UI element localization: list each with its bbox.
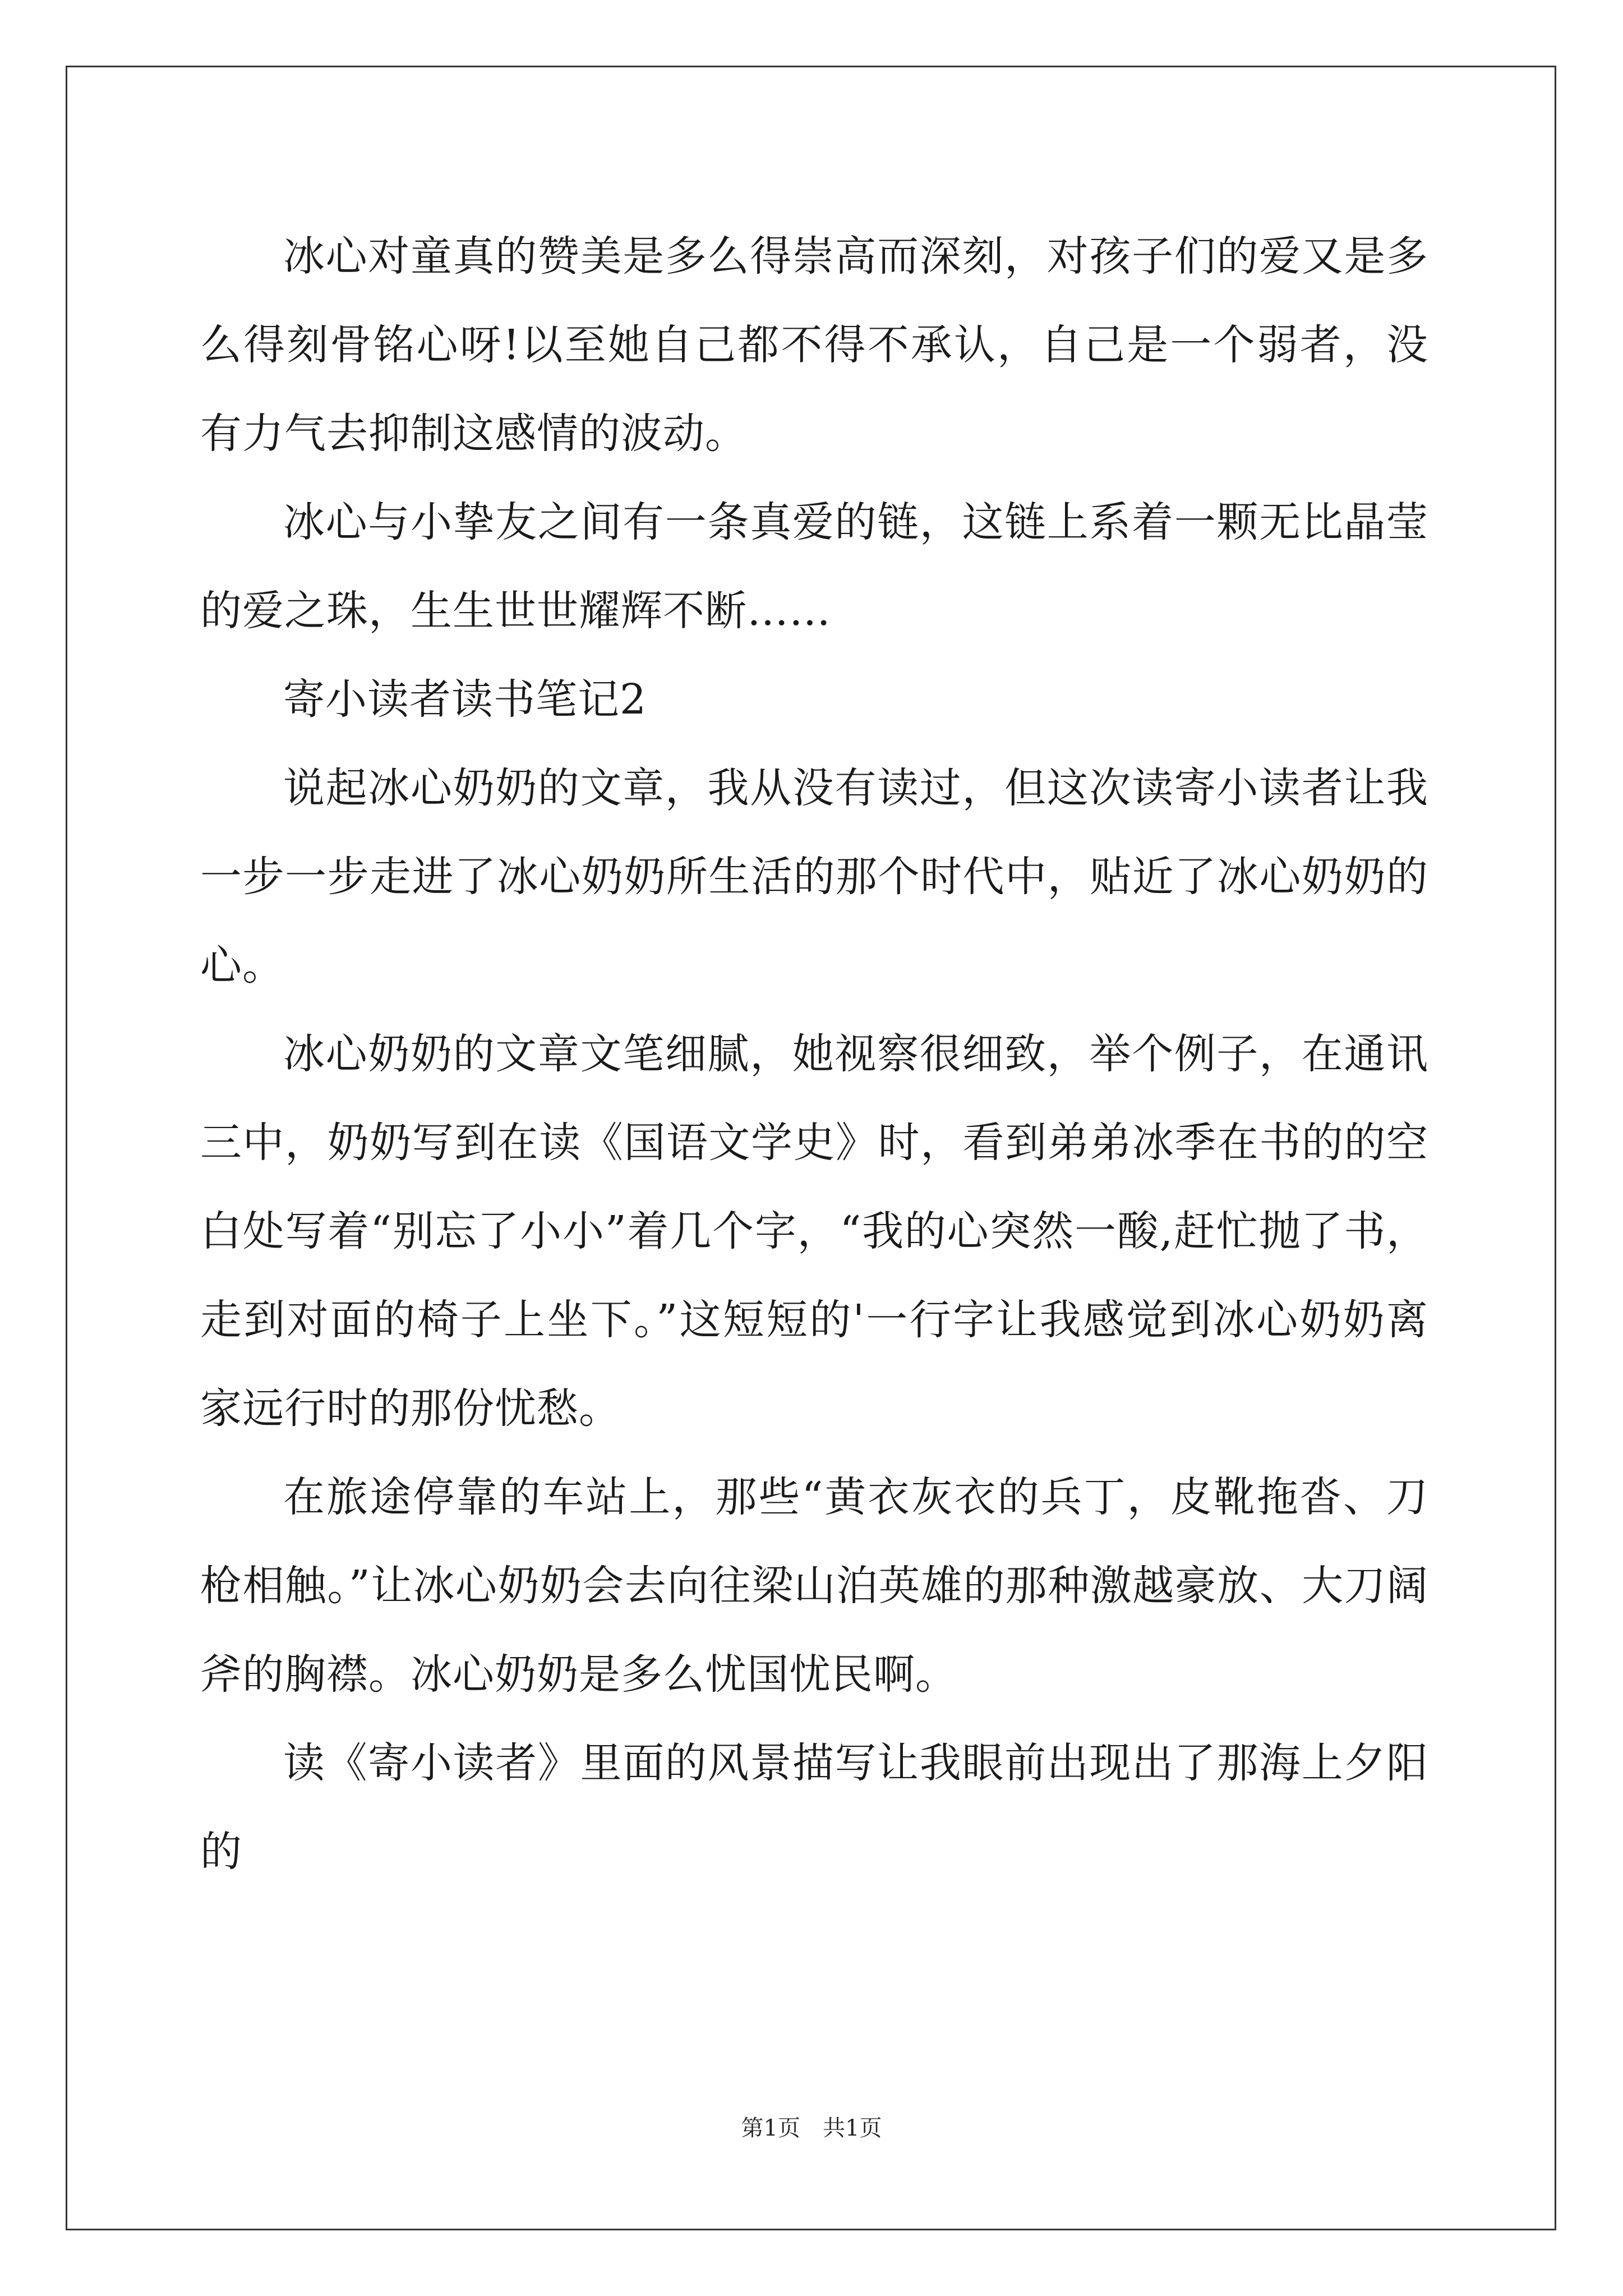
document-body bbox=[200, 212, 1428, 1896]
paragraph-4: 冰心奶奶的文章文笔细腻，她视察很细致，举个例子，在通讯三中，奶奶写到在读《国语文学史》时，看到弟弟冰季在书的的空白处写着“别忘了小小”着几个字，“我的心突然一酸,赶忙抛了书，走到对面的椅子上坐下。”这短短的'一行字让我感觉到冰心奶奶离家远行时的那份忧愁。 bbox=[200, 1030, 1428, 1433]
section-heading: 寄小读者读书笔记2 bbox=[283, 675, 647, 724]
paragraph-6: 读《寄小读者》里面的风景描写让我眼前出现出了那海上夕阳的 bbox=[200, 1739, 1428, 1876]
paragraph-2: 冰心与小挚友之间有一条真爱的链，这链上系着一颗无比晶莹的爱之珠，生生世世耀辉不断…… bbox=[200, 498, 1428, 635]
page-footer: 第1页 共1页 bbox=[741, 2115, 882, 2141]
paragraph-5: 在旅途停靠的车站上，那些“黄衣灰衣的兵丁，皮靴拖沓、刀枪相触。”让冰心奶奶会去向往梁山泊英雄的那种激越豪放、大刀阔斧的胸襟。冰心奶奶是多么忧国忧民啊。 bbox=[200, 1473, 1428, 1699]
paragraph-3: 说起冰心奶奶的文章，我从没有读过，但这次读寄小读者让我一步一步走进了冰心奶奶所生活的那个时代中，贴近了冰心奶奶的心。 bbox=[200, 764, 1428, 990]
paragraph-1: 冰心对童真的赞美是多么得崇高而深刻，对孩子们的爱又是多么得刻骨铭心呀!以至她自己都不得不承认，自己是一个弱者，没有力气去抑制这感情的波动。 bbox=[200, 232, 1428, 458]
